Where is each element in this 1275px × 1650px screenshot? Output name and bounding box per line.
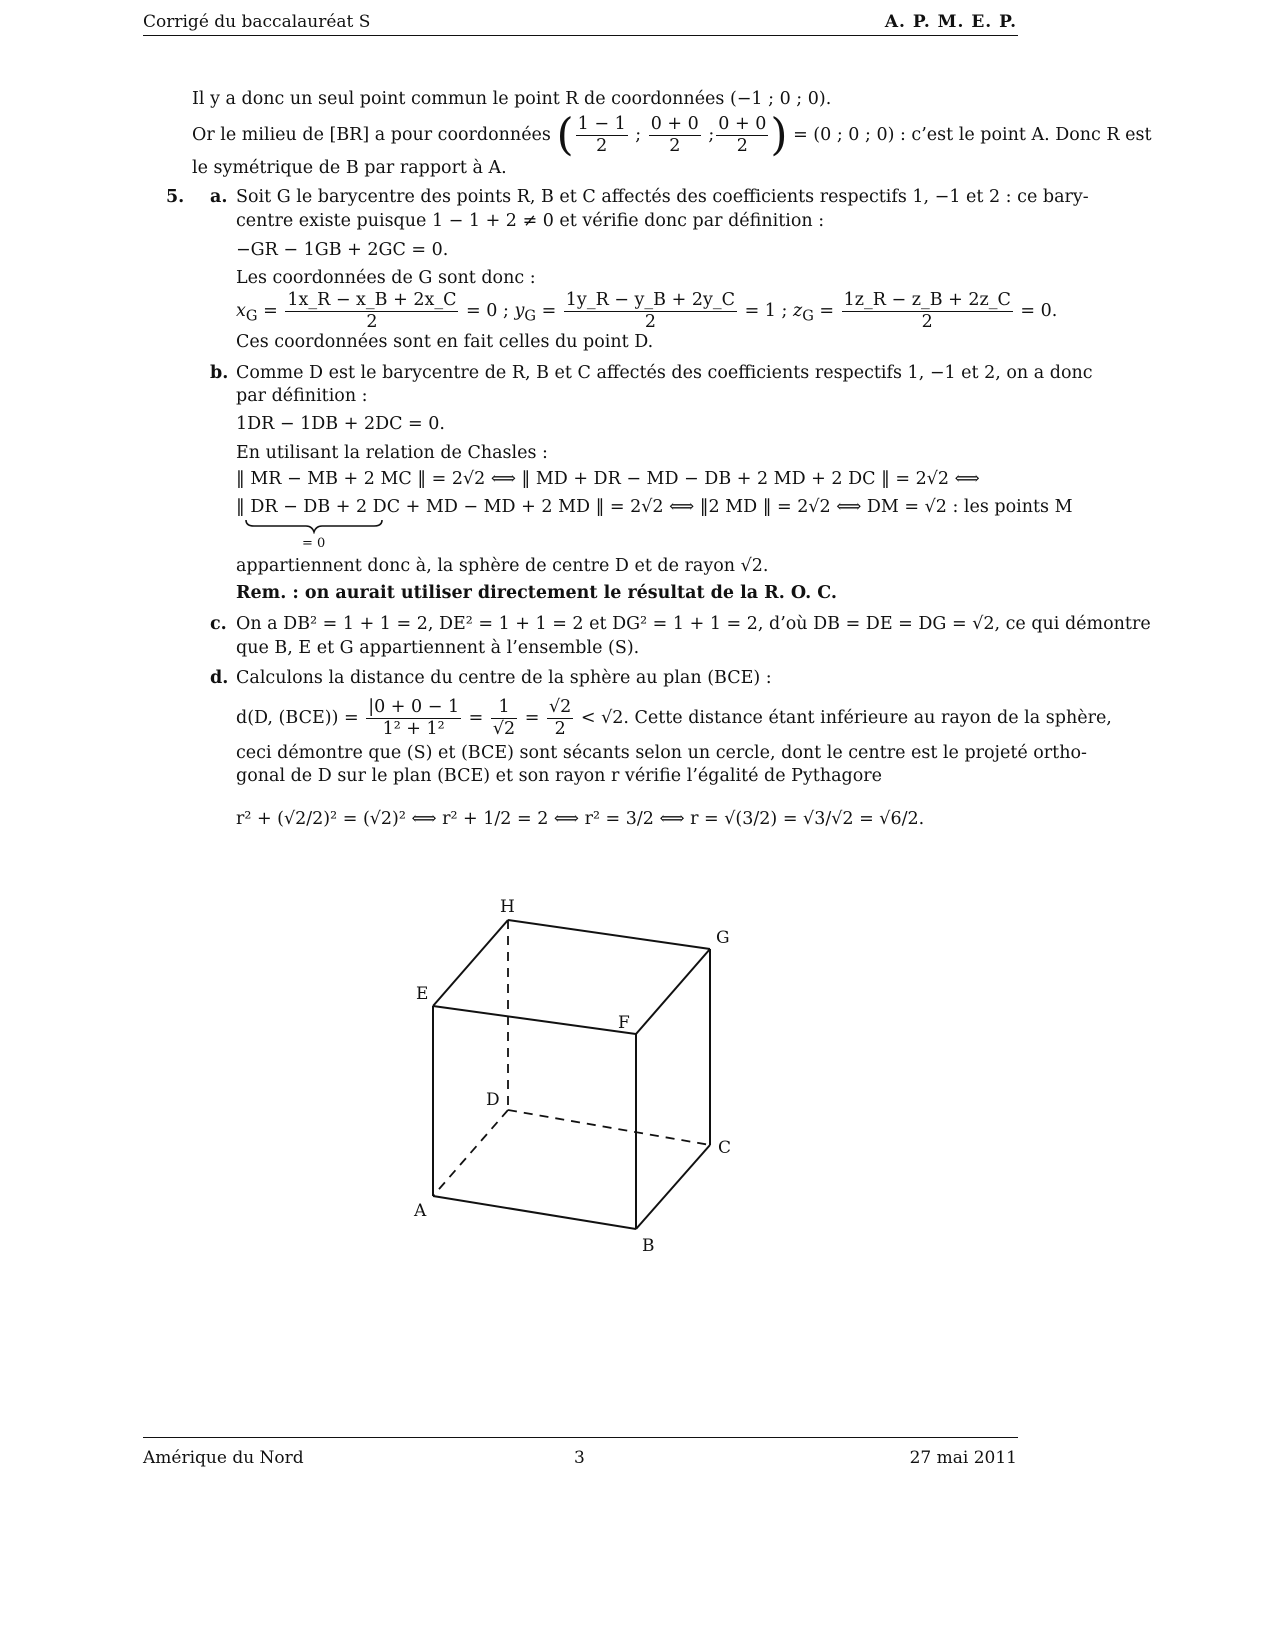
vertex-label-B: B [642, 1236, 655, 1256]
dist-frac-3-num: √2 [548, 697, 572, 717]
part-a-line-2: centre existe puisque 1 − 1 + 2 ≠ 0 et vérifie donc par définition : [236, 211, 825, 231]
part-b-line-5: ‖ MR − MB + 2 MC ‖ = 2√2 ⟺ ‖ MD + DR − MD − DB + 2 MD + 2 DC ‖ = 2√2 ⟺ [236, 469, 980, 489]
intro-line-1: Il y a donc un seul point commun le point R de coordonnées (−1 ; 0 ; 0). [192, 89, 832, 109]
intro-line-3: le symétrique de B par rapport à A. [192, 158, 507, 178]
intro-text: Or le milieu de [BR] a pour coordonnées [192, 125, 551, 145]
part-b-line-6: ‖ DR − DB + 2 DC + MD − MD + 2 MD ‖ = 2√2 ⟺ ‖2 MD ‖ = 2√2 ⟺ DM = √2 : les points M [236, 497, 1073, 517]
dist-frac-1-den: 1² + 1² [382, 719, 445, 739]
part-d-final-equation: r² + (√2/2)² = (√2)² ⟺ r² + 1/2 = 2 ⟺ r² = 3/2 ⟺ r = √(3/2) = √3/√2 = √6/2. [236, 809, 925, 829]
part-b-remark: Rem. : on aurait utiliser directement le résultat de la R. O. C. [236, 583, 838, 603]
question-number: 5. [166, 187, 185, 207]
edge-BC [636, 1145, 710, 1229]
part-a-coordinates: $x_G$ = $\frac{1x\_R - x\_B + 2x\_C}{2}$ = 0 ; $y_G$ = $\frac{1y\_R - y\_B + 2y\_C}{2}$ = 1 ; $z_G$ = $\frac{1z\_R - z\_B + 2z\_C}{2}$ = 0. [236, 290, 1058, 332]
part-a-line-4: Les coordonnées de G sont donc : [236, 268, 536, 288]
zg-frac [842, 290, 1013, 333]
paren-right: ) [770, 109, 788, 161]
frac-z-den: 2 [736, 136, 748, 156]
xg-den: 2 [366, 312, 378, 332]
part-c-line-1: On a DB² = 1 + 1 = 2, DE² = 1 + 1 = 2 et DG² = 1 + 1 = 2, d’où DB = DE = DG = √2, ce qui démontre [236, 614, 1151, 634]
distance-rest: < √2. Cette distance étant inférieure au rayon de la sphère, [580, 708, 1112, 728]
vertex-label-F: F [618, 1013, 630, 1033]
zg-den: 2 [921, 312, 933, 332]
vector-eq-text: −GR − 1GB + 2GC = 0. [236, 240, 449, 260]
intro-text-2: = (0 ; 0 ; 0) : c’est le point A. Donc R est [793, 125, 1152, 145]
vertex-label-H: H [500, 897, 515, 917]
part-b-label: b. [210, 363, 229, 383]
footer-left: Amérique du Nord [143, 1448, 304, 1468]
part-a-label: a. [210, 187, 228, 207]
part-a-line-6: Ces coordonnées sont en fait celles du point D. [236, 332, 654, 352]
vertex-label-E: E [416, 984, 429, 1004]
edge-DA-hidden [433, 1110, 508, 1196]
edge-AB [433, 1196, 636, 1229]
header-right: A. P. M. E. P. [884, 12, 1017, 32]
dist-frac-1-num: |0 + 0 − 1 [368, 697, 460, 717]
distance-lhs: d(D, (BCE)) = [236, 708, 359, 728]
part-d-distance: d(D, (BCE)) = $\frac{|0 + 0 - 1}{\text{1² + 1²}}$ = $\frac{1}{√2}$ = $\frac{√2}{2}$ < √2. Cette distance étant inférieure au rayon de la sphère, [236, 697, 1112, 739]
yg-var: y [514, 301, 525, 321]
zg-val: = 0. [1020, 301, 1058, 321]
vertex-label-A: A [414, 1201, 427, 1221]
part-b-line-1: Comme D est le barycentre de R, B et C affectés des coefficients respectifs 1, −1 et 2, on a donc [236, 363, 1093, 383]
part-b-line-2: par définition : [236, 386, 368, 406]
edge-DC-hidden [508, 1110, 710, 1145]
underbrace-label: = 0 [302, 536, 326, 551]
vertex-label-C: C [718, 1138, 732, 1158]
part-a-line-1: Soit G le barycentre des points R, B et C affectés des coefficients respectifs 1, −1 et 2 : ce bary- [236, 187, 1089, 207]
edge-EH [433, 920, 508, 1006]
zg-var: z [792, 301, 803, 321]
frac-x [576, 114, 628, 157]
part-c-label: c. [210, 614, 227, 634]
dist-frac-2-num: 1 [491, 697, 517, 719]
dist-frac-3 [547, 697, 573, 740]
yg-num: 1y_R − y_B + 2y_C [565, 290, 735, 310]
yg-den: 2 [644, 312, 656, 332]
vertex-label-D: D [486, 1090, 500, 1110]
intro-line-2: Or le milieu de [BR] a pour coordonnées ( $\frac{1 - 1}{2}$ ; $\frac{0 + 0}{2}$ ; $\frac{0 + 0}{2}$ ) = (0 ; 0 ; 0) : c’est le point A. Donc R est [192, 109, 1152, 161]
cube-figure [400, 890, 760, 1260]
frac-y [649, 114, 701, 157]
xg-num: 1x_R − x_B + 2x_C [287, 290, 457, 310]
xg-frac [285, 290, 458, 333]
part-d-line-1: Calculons la distance du centre de la sphère au plan (BCE) : [236, 668, 772, 688]
frac-y-den: 2 [669, 136, 681, 156]
part-b-vector-equation: 1DR − 1DB + 2DC = 0. [236, 414, 445, 434]
paren-left: ( [556, 109, 574, 161]
edge-FG [636, 949, 710, 1034]
part-b-line-4: En utilisant la relation de Chasles : [236, 443, 548, 463]
frac-x-num: 1 − 1 [577, 114, 626, 134]
footer-rule [143, 1437, 1018, 1438]
underbrace [244, 518, 384, 534]
part-d-line-3: ceci démontre que (S) et (BCE) sont sécants selon un cercle, dont le centre est le projeté ortho- [236, 743, 1087, 763]
part-b-line-7: appartiennent donc à, la sphère de centre D et de rayon √2. [236, 556, 769, 576]
header-rule [143, 35, 1018, 36]
xg-sub: G [245, 307, 258, 325]
frac-z-num: 0 + 0 [718, 114, 767, 134]
frac-z [716, 114, 768, 157]
yg-val: = 1 ; [744, 301, 788, 321]
dist-frac-1 [366, 697, 461, 740]
yg-frac [564, 290, 737, 333]
part-a-vector-equation [236, 239, 448, 261]
frac-x-den: 2 [596, 136, 608, 156]
footer-right: 27 mai 2011 [909, 1448, 1017, 1468]
dist-frac-2 [491, 697, 517, 740]
zg-num: 1z_R − z_B + 2z_C [843, 290, 1011, 310]
edge-EF [433, 1006, 636, 1034]
dist-frac-3-den: 2 [554, 719, 566, 739]
part-c-line-2: que B, E et G appartiennent à l’ensemble (S). [236, 638, 640, 658]
xg-val: = 0 ; [466, 301, 509, 321]
part-d-line-4: gonal de D sur le plan (BCE) et son rayon r vérifie l’égalité de Pythagore [236, 766, 883, 786]
xg-var: x [236, 301, 246, 321]
page-number: 3 [574, 1448, 585, 1468]
edge-HG [508, 920, 710, 949]
vertex-label-G: G [716, 928, 730, 948]
header-left: Corrigé du baccalauréat S [143, 12, 371, 32]
part-d-label: d. [210, 668, 229, 688]
frac-y-num: 0 + 0 [650, 114, 699, 134]
dist-frac-2-den: √2 [492, 719, 516, 739]
